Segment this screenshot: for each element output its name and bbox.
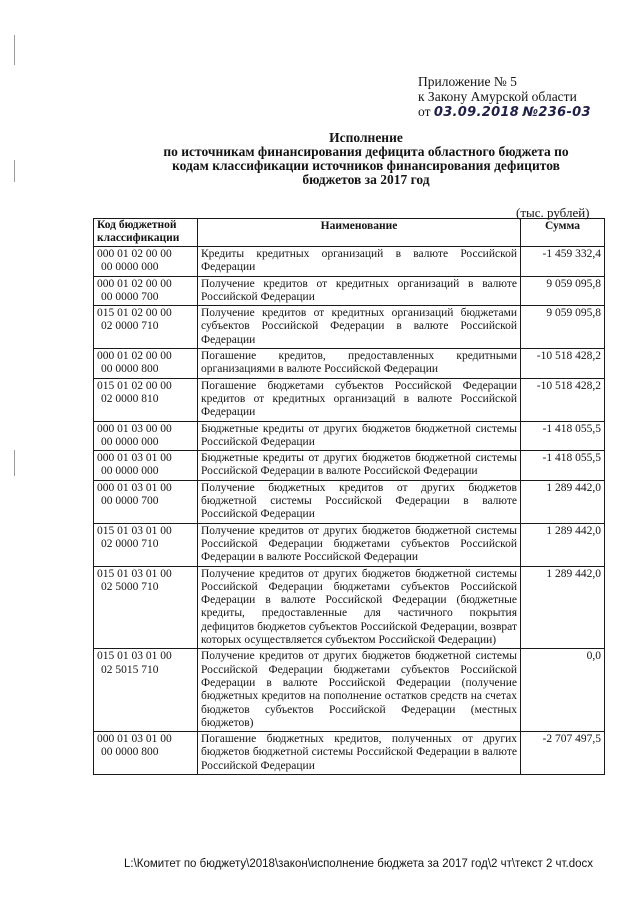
row-code-part-2: 02 5015 710 [101,663,159,676]
row-code [94,649,198,732]
row-code-part-1: 000 01 03 01 00 [97,733,172,746]
table-row [94,306,605,349]
row-name: Получение кредитов от кредитных организаций в валюте Российской Федерации [198,276,521,306]
table-row [94,247,605,277]
row-amount: -10 518 428,2 [521,378,605,421]
row-code-part-1: 000 01 02 00 00 [97,350,172,363]
file-path-footer: L:\Комитет по бюджету\2018\закон\исполнение бюджета за 2017 год\2 чт\текст 2 чт.docx [124,858,594,870]
appendix-date-line [418,104,591,120]
table-body [94,247,605,775]
row-code [94,378,198,421]
scan-artifact-line [14,35,15,65]
row-name: Получение кредитов от других бюджетов бюджетной системы Российской Федерации бюджетами субъектов Российской Федерации в валюте Российской Федерации (бюджетные кредиты, предоставленные для частичного покрытия дефицитов бюджетов субъектов Российской Федерации, возврат которых осуществляется субъектом Российской Федерации) [198,566,521,649]
row-code [94,480,198,523]
row-code-part-1: 015 01 02 00 00 [97,307,172,320]
row-code [94,523,198,566]
row-name: Получение кредитов от других бюджетов бюджетной системы Российской Федерации бюджетами субъектов Российской Федерации в валюте Российской Федерации [198,523,521,566]
table-row [94,421,605,451]
row-code [94,306,198,349]
handwritten-date: 03.09.2018 [433,105,520,120]
header-name: Наименование [198,219,521,247]
row-amount: -10 518 428,2 [521,349,605,379]
units-label: (тыс. рублей) [516,205,590,220]
handwritten-number: №236-03 [522,105,591,120]
row-code [94,451,198,481]
row-code [94,247,198,277]
row-name: Получение бюджетных кредитов от других бюджетов бюджетной системы Российской Федерации в валюте Российской Федерации [198,480,521,523]
appendix-date-prefix: от [418,104,431,119]
row-code-part-1: 000 01 03 01 00 [97,452,172,465]
table-row [94,349,605,379]
scan-artifact-line [14,160,15,182]
row-code-part-2: 00 0000 800 [101,363,159,376]
row-code-part-1: 000 01 03 00 00 [97,422,172,435]
appendix-law: к Закону Амурской области [418,89,577,104]
row-code-part-2: 02 5000 710 [101,580,159,593]
row-code-part-2: 00 0000 700 [101,495,159,508]
row-code-part-1: 000 01 03 01 00 [97,481,172,494]
appendix-number: Приложение № 5 [418,74,517,89]
row-amount: 9 059 095,8 [521,276,605,306]
title-line-1: Исполнение [329,130,403,145]
row-name: Бюджетные кредиты от других бюджетов бюджетной системы Российской Федерации в валюте Российской Федерации [198,451,521,481]
row-amount: 1 289 442,0 [521,480,605,523]
row-code-part-1: 000 01 02 00 00 [97,277,172,290]
title-line-4: бюджетов за 2017 год [302,172,430,187]
row-amount: 1 289 442,0 [521,523,605,566]
title-line-3: кодам классификации источников финансирования дефицитов [172,158,560,173]
table-row [94,480,605,523]
table-row [94,378,605,421]
document-title [96,131,636,187]
row-amount: -1 459 332,4 [521,247,605,277]
row-code [94,276,198,306]
table-header-row [94,219,605,247]
table-row [94,276,605,306]
header-amount: Сумма [521,219,605,247]
row-amount: -1 418 055,5 [521,421,605,451]
table-row [94,451,605,481]
row-code-part-1: 015 01 03 01 00 [97,567,172,580]
row-code-part-2: 02 0000 710 [101,320,159,333]
row-code-part-2: 00 0000 000 [101,465,159,478]
row-name: Погашение бюджетами субъектов Российской Федерации кредитов от кредитных организаций в валюте Российской Федерации [198,378,521,421]
row-code-part-2: 00 0000 800 [101,746,159,759]
table-row [94,732,605,775]
row-code [94,732,198,775]
row-amount: 9 059 095,8 [521,306,605,349]
appendix-header [418,74,591,120]
row-amount: -1 418 055,5 [521,451,605,481]
budget-sources-table [93,218,605,775]
row-code [94,349,198,379]
table-row [94,649,605,732]
row-amount: 0,0 [521,649,605,732]
row-amount: -2 707 497,5 [521,732,605,775]
scan-artifact-line [14,450,15,476]
row-code-part-2: 02 0000 810 [101,392,159,405]
row-name: Получение кредитов от других бюджетов бюджетной системы Российской Федерации бюджетами субъектов Российской Федерации в валюте Российской Федерации (получение бюджетных кредитов на пополнение остатков средств на счетах бюджетов субъектов Российской Федерации (местных бюджетов) [198,649,521,732]
table-row [94,566,605,649]
row-code [94,421,198,451]
header-code: Код бюджетной классификации [94,219,198,247]
row-name: Кредиты кредитных организаций в валюте Российской Федерации [198,247,521,277]
row-name: Погашение кредитов, предоставленных кредитными организациями в валюте Российской Федерации [198,349,521,379]
row-code [94,566,198,649]
row-code-part-2: 00 0000 000 [101,435,159,448]
row-code-part-2: 02 0000 710 [101,537,159,550]
row-code-part-2: 00 0000 000 [101,261,159,274]
row-name: Бюджетные кредиты от других бюджетов бюджетной системы Российской Федерации [198,421,521,451]
row-code-part-2: 00 0000 700 [101,290,159,303]
row-code-part-1: 000 01 02 00 00 [97,248,172,260]
row-code-part-1: 015 01 03 01 00 [97,650,172,663]
row-amount: 1 289 442,0 [521,566,605,649]
title-line-2: по источникам финансирования дефицита областного бюджета по [163,144,569,159]
row-code-part-1: 015 01 03 01 00 [97,524,172,537]
row-name: Получение кредитов от кредитных организаций бюджетами субъектов Российской Федерации в валюте Российской Федерации [198,306,521,349]
row-name: Погашение бюджетных кредитов, полученных от других бюджетов бюджетной системы Российской Федерации в валюте Российской Федерации [198,732,521,775]
table-row [94,523,605,566]
row-code-part-1: 015 01 02 00 00 [97,379,172,392]
